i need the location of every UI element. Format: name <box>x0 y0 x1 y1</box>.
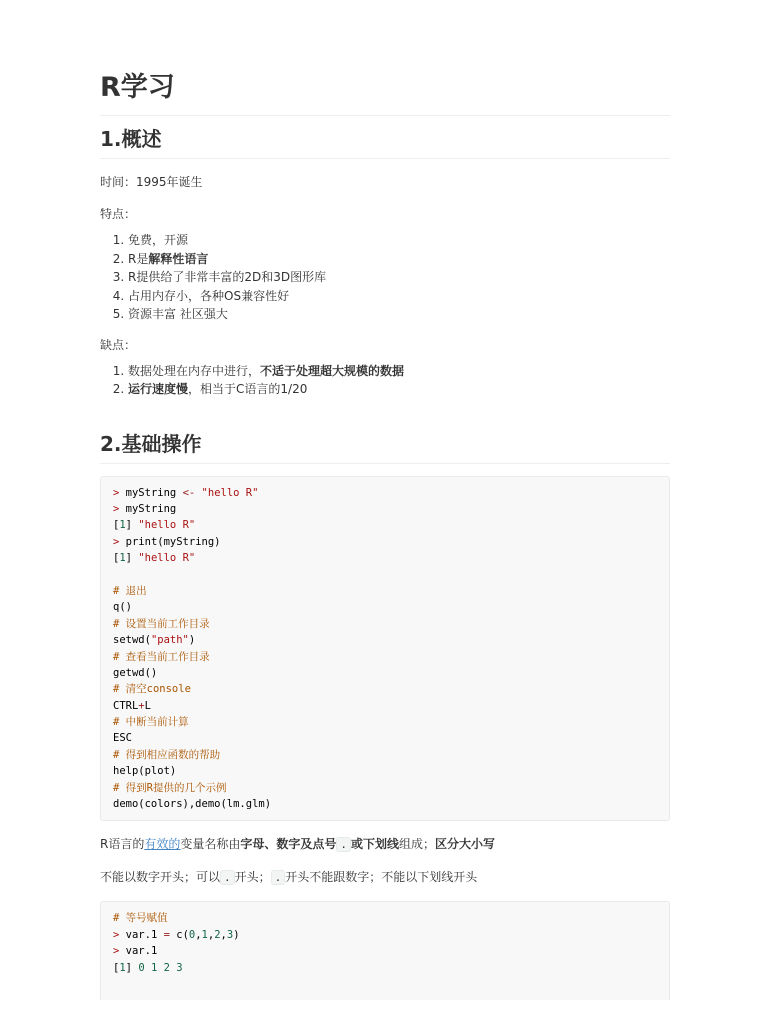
code-line <box>113 567 657 583</box>
code-line: help(plot) <box>113 765 177 778</box>
valid-link[interactable]: 有效的 <box>144 837 181 852</box>
code-line: > print(myString) <box>113 535 221 548</box>
inline-code: . <box>220 870 235 885</box>
inline-code: . <box>271 870 286 885</box>
code-line: demo(colors),demo(lm.glm) <box>113 798 272 811</box>
list-item: 3. R提供给了非常丰富的2D和3D图形库 <box>128 268 670 287</box>
naming-text: R语言的 <box>100 837 145 852</box>
code-line: # 退出 <box>113 584 147 597</box>
list-item: 4. 占用内存小，各种OS兼容性好 <box>128 287 670 306</box>
code-line: # 查看当前工作目录 <box>113 650 210 663</box>
cons-label: 缺点： <box>100 337 137 352</box>
rule-text: 不能以数字开头；可以 <box>100 870 221 885</box>
code-line: CTRL+L <box>113 699 151 712</box>
code-line: # 清空console <box>113 683 191 696</box>
code-line: ESC <box>113 732 132 745</box>
list-item: 5. 资源丰富 社区强大 <box>128 305 670 324</box>
rule-text: 开头； <box>234 870 271 885</box>
cons-list <box>100 362 670 399</box>
features-label: 特点： <box>100 207 137 222</box>
bold-text: 字母、数字及点号 <box>240 837 337 852</box>
bold-text: 运行速度慢 <box>128 382 189 397</box>
bold-text: 解释性语言 <box>148 251 209 266</box>
inline-code: . <box>336 837 351 852</box>
code-line: > var.1 = c(0,1,2,3) <box>113 928 240 941</box>
code-line: q() <box>113 601 132 614</box>
bold-text: 区分大小写 <box>435 837 496 852</box>
naming-text: 组成； <box>399 837 436 852</box>
section-heading-overview: 1.概述 <box>100 126 670 159</box>
list-item: 1. 免费，开源 <box>128 231 670 250</box>
section-heading-basics: 2.基础操作 <box>100 431 670 464</box>
code-block-basics[interactable] <box>100 476 670 822</box>
code-line: [1] "hello R" <box>113 552 196 565</box>
naming-paragraph <box>100 835 670 854</box>
rule-paragraph <box>100 868 670 887</box>
code-line: > myString <- "hello R" <box>113 486 259 499</box>
document-page <box>100 70 670 1014</box>
list-item: 2. R是解释性语言 <box>128 250 670 269</box>
code-line: setwd("path") <box>113 634 196 647</box>
code-line: > var.1 <box>113 945 158 958</box>
bold-text: 或下划线 <box>351 837 400 852</box>
code-line: # 等号赋值 <box>113 912 168 925</box>
code-line: [1] "hello R" <box>113 519 196 532</box>
code-line: # 得到R提供的几个示例 <box>113 781 227 794</box>
list-item: 2. 运行速度慢，相当于C语言的1/20 <box>128 380 670 399</box>
code-line: [1] 0 1 2 3 <box>113 961 183 974</box>
time-text: 时间：1995年诞生 <box>100 175 203 190</box>
code-line: getwd() <box>113 666 158 679</box>
naming-text: 变量名称由 <box>180 837 241 852</box>
features-list <box>100 231 670 324</box>
bold-text: 不适于处理超大规模的数据 <box>260 363 405 378</box>
code-line: > myString <box>113 502 177 515</box>
page-title: R学习 <box>100 70 670 116</box>
rule-text: 开头不能跟数字；不能以下划线开头 <box>285 870 478 885</box>
code-block-assignment[interactable] <box>100 901 670 1000</box>
code-line: # 得到相应函数的帮助 <box>113 748 221 761</box>
list-item: 1. 数据处理在内存中进行，不适于处理超大规模的数据 <box>128 362 670 381</box>
code-line: # 中断当前计算 <box>113 716 189 729</box>
code-line: # 设置当前工作目录 <box>113 617 210 630</box>
